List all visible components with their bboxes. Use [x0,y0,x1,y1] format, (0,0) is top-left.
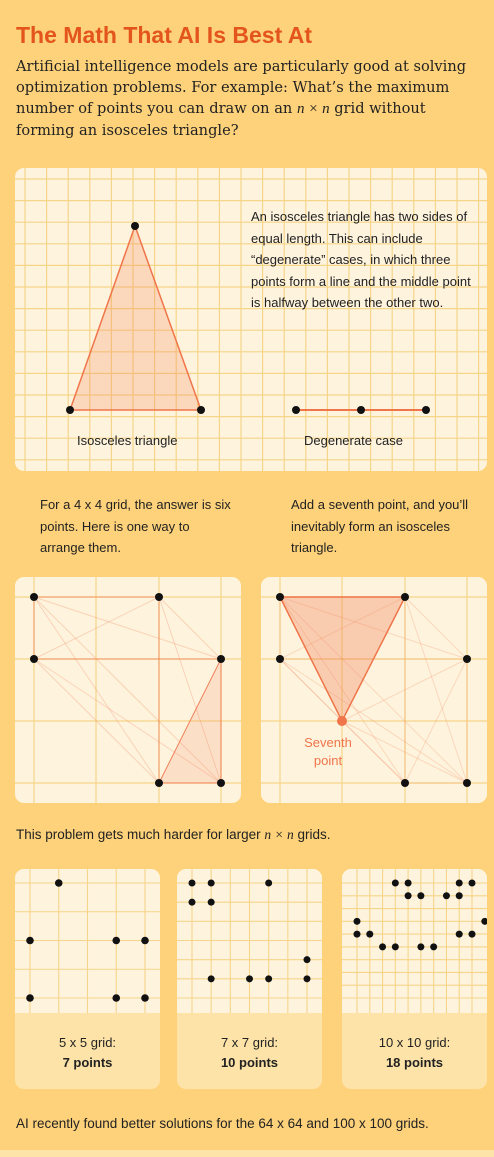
grid-point [208,975,215,982]
triangle-right-point [197,406,205,414]
harder-suffix: grids. [297,827,331,842]
grid-point [55,879,63,887]
grid-point [405,880,412,887]
grid-point [26,937,34,945]
grid-point [456,931,463,938]
bottom-band [0,1150,494,1157]
example-7x7-points-label: 10 points [220,1055,279,1070]
four-grid-caption-right: Add a seventh point, and you’ll inevitably form an isosceles triangle. [291,497,469,555]
grid-point [217,779,225,787]
grid-10x10-diagram [342,869,487,1013]
triangle-apex-point [131,222,139,230]
grid-point [30,655,38,663]
grid-point [141,937,149,945]
grid-point [469,880,476,887]
example-card-10x10 [342,869,487,1089]
seventh-point-diagram [261,577,487,803]
harder-caption [16,824,331,846]
grid-point [265,975,272,982]
grid-point [208,880,215,887]
grid-point [430,943,437,950]
degenerate-left-point [292,406,300,414]
grid-point [112,994,120,1002]
example-5x5-points-label: 7 points [62,1055,113,1070]
grid-point [417,892,424,899]
grid-point [141,994,149,1002]
distance-line [405,597,467,659]
intro-text-1: Artificial intelligence models are particularly good at solving optimization problems. For example: What’s the maximum number of points you can draw on an [16,58,467,117]
degenerate-label: Degenerate case [304,433,404,448]
footer-note: AI recently found better solutions for the 64 x 64 and 100 x 100 grids. [16,1116,429,1131]
grid-point [30,593,38,601]
intro-paragraph [16,56,478,141]
page-title: The Math That AI Is Best At [16,22,313,48]
distance-line [405,597,467,783]
example-10x10-points-label: 18 points [385,1055,444,1070]
grid-point [392,880,399,887]
grid-point [155,779,163,787]
grid-point [401,779,409,787]
six-point-diagram [15,577,241,803]
grid-point [481,918,487,925]
example-7x7-grid-label: 7 x 7 grid: [220,1035,279,1050]
grid-point [392,943,399,950]
four-grid-caption-left: For a 4 x 4 grid, the answer is six points. Here is one way to arrange them. [40,497,231,555]
grid-point [26,994,34,1002]
grid-point [463,779,471,787]
example-card-5x5 [15,869,160,1089]
intro-grid-variable: n × n [296,101,330,117]
grid-point [417,943,424,950]
grid-point [155,593,163,601]
grid-point [354,918,361,925]
isosceles-label: Isosceles triangle [77,433,178,448]
grid-point [456,892,463,899]
grid-point [354,931,361,938]
grid-point [276,593,284,601]
grid-7x7-diagram [177,869,322,1013]
degenerate-middle-point [357,406,365,414]
definition-card [15,168,487,471]
grid-point [112,937,120,945]
grid-point [265,880,272,887]
distance-line [34,597,221,659]
grid-point [246,975,253,982]
seventh-point-label: Seventh point [304,735,352,768]
grid-point [189,880,196,887]
triangle-left-point [66,406,74,414]
degenerate-right-point [422,406,430,414]
grid-point [401,593,409,601]
definition-text: An isosceles triangle has two sides of equal length. This can include “degenerate” cases, in which three points form a line and the middle point is halfway between the other two. [251,209,471,310]
grid-point [217,655,225,663]
grid-point [463,655,471,663]
grid-point [366,931,373,938]
example-5x5-grid-label: 5 x 5 grid: [58,1035,117,1050]
grid-point [304,956,311,963]
grid-point [304,975,311,982]
example-10x10-grid-label: 10 x 10 grid: [378,1035,451,1050]
intro-text-2: grid without forming an isosceles triangle? [16,100,426,139]
seventh-point-card [261,577,487,803]
harder-grid-variable: n × n [264,827,294,842]
grid-point [405,892,412,899]
grid-5x5-diagram [15,869,160,1013]
example-card-7x7 [177,869,322,1089]
grid-point [443,892,450,899]
grid-point [276,655,284,663]
harder-text: This problem gets much harder for larger [16,827,261,842]
grid-point [189,899,196,906]
grid-point [379,943,386,950]
grid-point [456,880,463,887]
seventh-point [337,716,347,726]
grid-point [469,931,476,938]
distance-line [159,597,221,659]
six-point-card [15,577,241,803]
grid-point [208,899,215,906]
